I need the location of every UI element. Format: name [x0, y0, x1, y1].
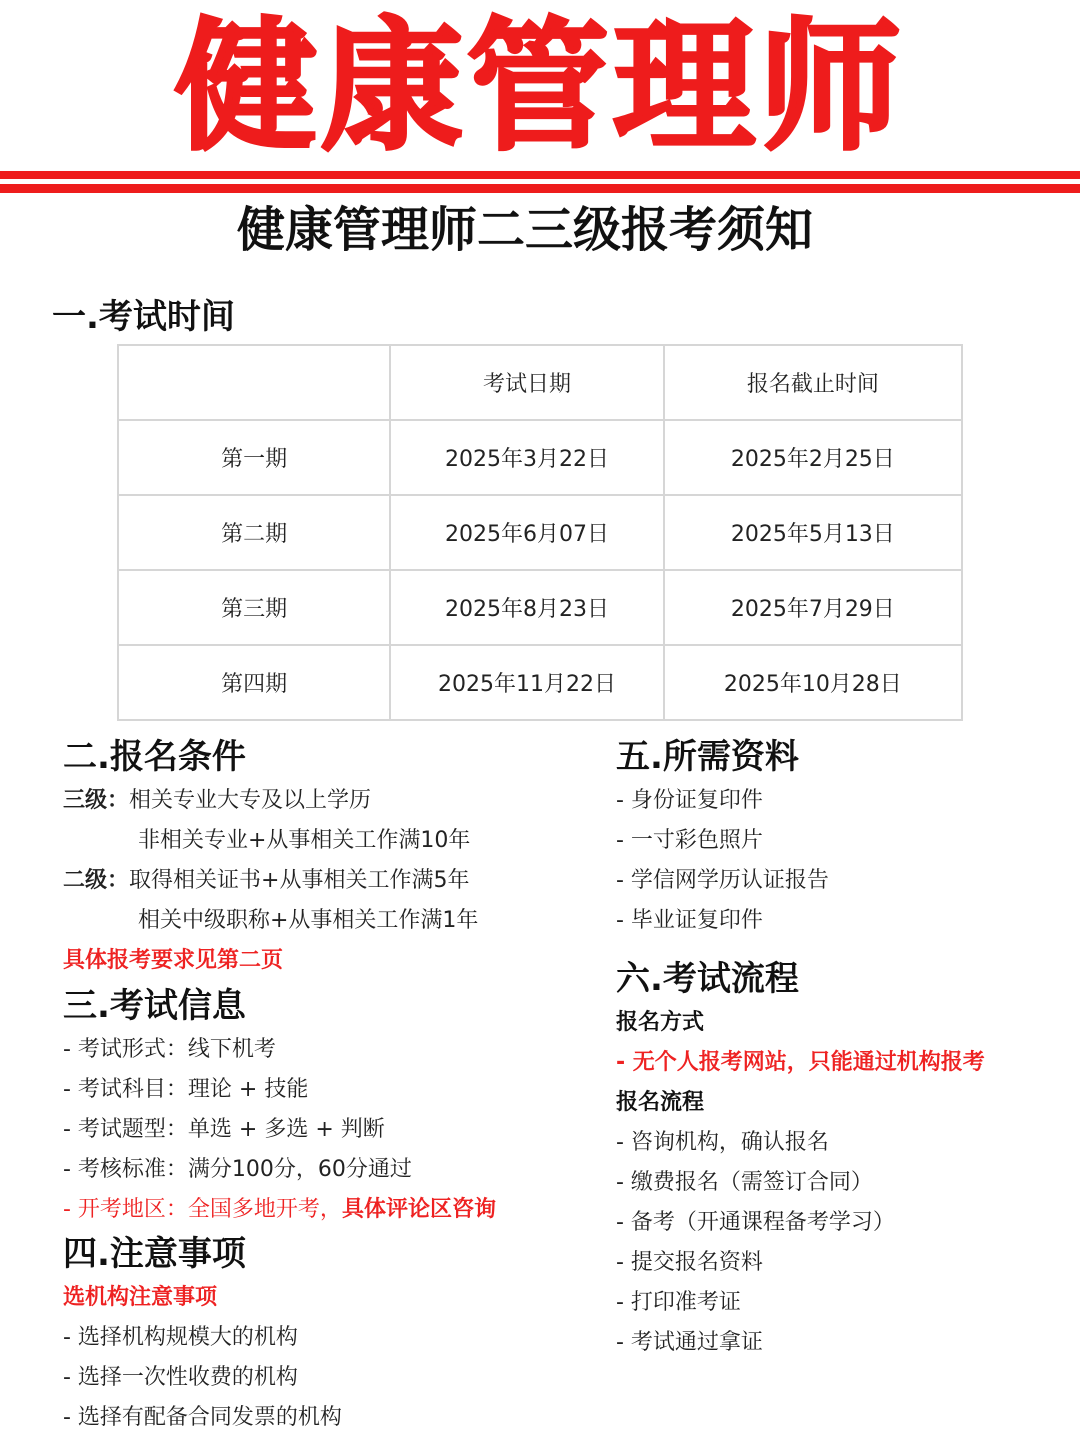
list-item: - 选择机构规模大的机构: [63, 1325, 298, 1350]
section-eligibility-heading: 二.报名条件: [63, 737, 246, 777]
table-header-cell: 报名截止时间: [664, 345, 962, 420]
table-cell: 第一期: [118, 420, 390, 495]
registration-method-label: 报名方式: [616, 1010, 705, 1035]
exam-schedule-table: [117, 344, 963, 721]
list-item: - 考试通过拿证: [616, 1330, 763, 1355]
list-item: - 学信网学历认证报告: [616, 868, 829, 893]
level2-label: 二级：: [63, 868, 130, 893]
section-exam-info-heading: 三.考试信息: [63, 986, 246, 1026]
table-cell: 2025年2月25日: [664, 420, 962, 495]
section-exam-time-heading: 一.考试时间: [52, 297, 235, 337]
table-row: [118, 645, 962, 720]
table-header-cell: [118, 345, 390, 420]
banner-divider-top: [0, 171, 1080, 179]
section-notes-heading: 四.注意事项: [63, 1234, 246, 1274]
list-item: - 选择一次性收费的机构: [63, 1365, 298, 1390]
exam-region-consult: 具体评论区咨询: [341, 1197, 496, 1222]
level3-label: 三级：: [63, 788, 130, 813]
registration-method-note: - 无个人报考网站，只能通过机构报考: [616, 1050, 985, 1075]
table-header-cell: 考试日期: [390, 345, 663, 420]
list-item: - 身份证复印件: [616, 788, 763, 813]
table-row: [118, 570, 962, 645]
table-cell: 2025年3月22日: [390, 420, 663, 495]
table-cell: 第二期: [118, 495, 390, 570]
list-item: - 考核标准：满分100分，60分通过: [63, 1157, 412, 1182]
notes-subheading: 选机构注意事项: [63, 1285, 218, 1310]
list-item: - 考试形式：线下机考: [63, 1037, 276, 1062]
table-cell: 第四期: [118, 645, 390, 720]
list-item: - 考试科目：理论 + 技能: [63, 1077, 309, 1102]
list-item: - 打印准考证: [616, 1290, 741, 1315]
table-header-row: [118, 345, 962, 420]
table-cell: 2025年8月23日: [390, 570, 663, 645]
list-item: - 毕业证复印件: [616, 908, 763, 933]
list-item: - 备考（开通课程备考学习）: [616, 1210, 895, 1235]
banner-divider-bottom: [0, 184, 1080, 193]
section-materials-heading: 五.所需资料: [616, 737, 799, 777]
table-cell: 2025年7月29日: [664, 570, 962, 645]
level2-condition-1: 取得相关证书+从事相关工作满5年: [129, 868, 470, 893]
list-item: - 缴费报名（需签订合同）: [616, 1170, 873, 1195]
list-item: - 选择有配备合同发票的机构: [63, 1405, 342, 1430]
list-item: - 提交报名资料: [616, 1250, 763, 1275]
table-cell: 2025年11月22日: [390, 645, 663, 720]
list-item: - 一寸彩色照片: [616, 828, 763, 853]
level2-condition-2: 相关中级职称+从事相关工作满1年: [138, 908, 479, 933]
table-cell: 2025年6月07日: [390, 495, 663, 570]
table-cell: 第三期: [118, 570, 390, 645]
exam-region-text: - 开考地区：全国多地开考，: [63, 1197, 342, 1222]
registration-process-label: 报名流程: [616, 1090, 705, 1115]
banner-title: 健康管理师: [175, 5, 905, 170]
list-item: - 咨询机构，确认报名: [616, 1130, 829, 1155]
exam-region-item: [63, 1195, 496, 1225]
table-row: [118, 420, 962, 495]
table-cell: 2025年5月13日: [664, 495, 962, 570]
list-item: - 考试题型：单选 + 多选 + 判断: [63, 1117, 385, 1142]
table-row: [118, 495, 962, 570]
eligibility-level3-line1: [63, 786, 371, 816]
page-subtitle: 健康管理师二三级报考须知: [236, 202, 813, 258]
level3-condition-1: 相关专业大专及以上学历: [129, 788, 372, 813]
eligibility-note: 具体报考要求见第二页: [63, 948, 284, 973]
level3-condition-2: 非相关专业+从事相关工作满10年: [138, 828, 471, 853]
eligibility-level2-line1: [63, 866, 469, 896]
section-process-heading: 六.考试流程: [616, 959, 799, 999]
table-cell: 2025年10月28日: [664, 645, 962, 720]
